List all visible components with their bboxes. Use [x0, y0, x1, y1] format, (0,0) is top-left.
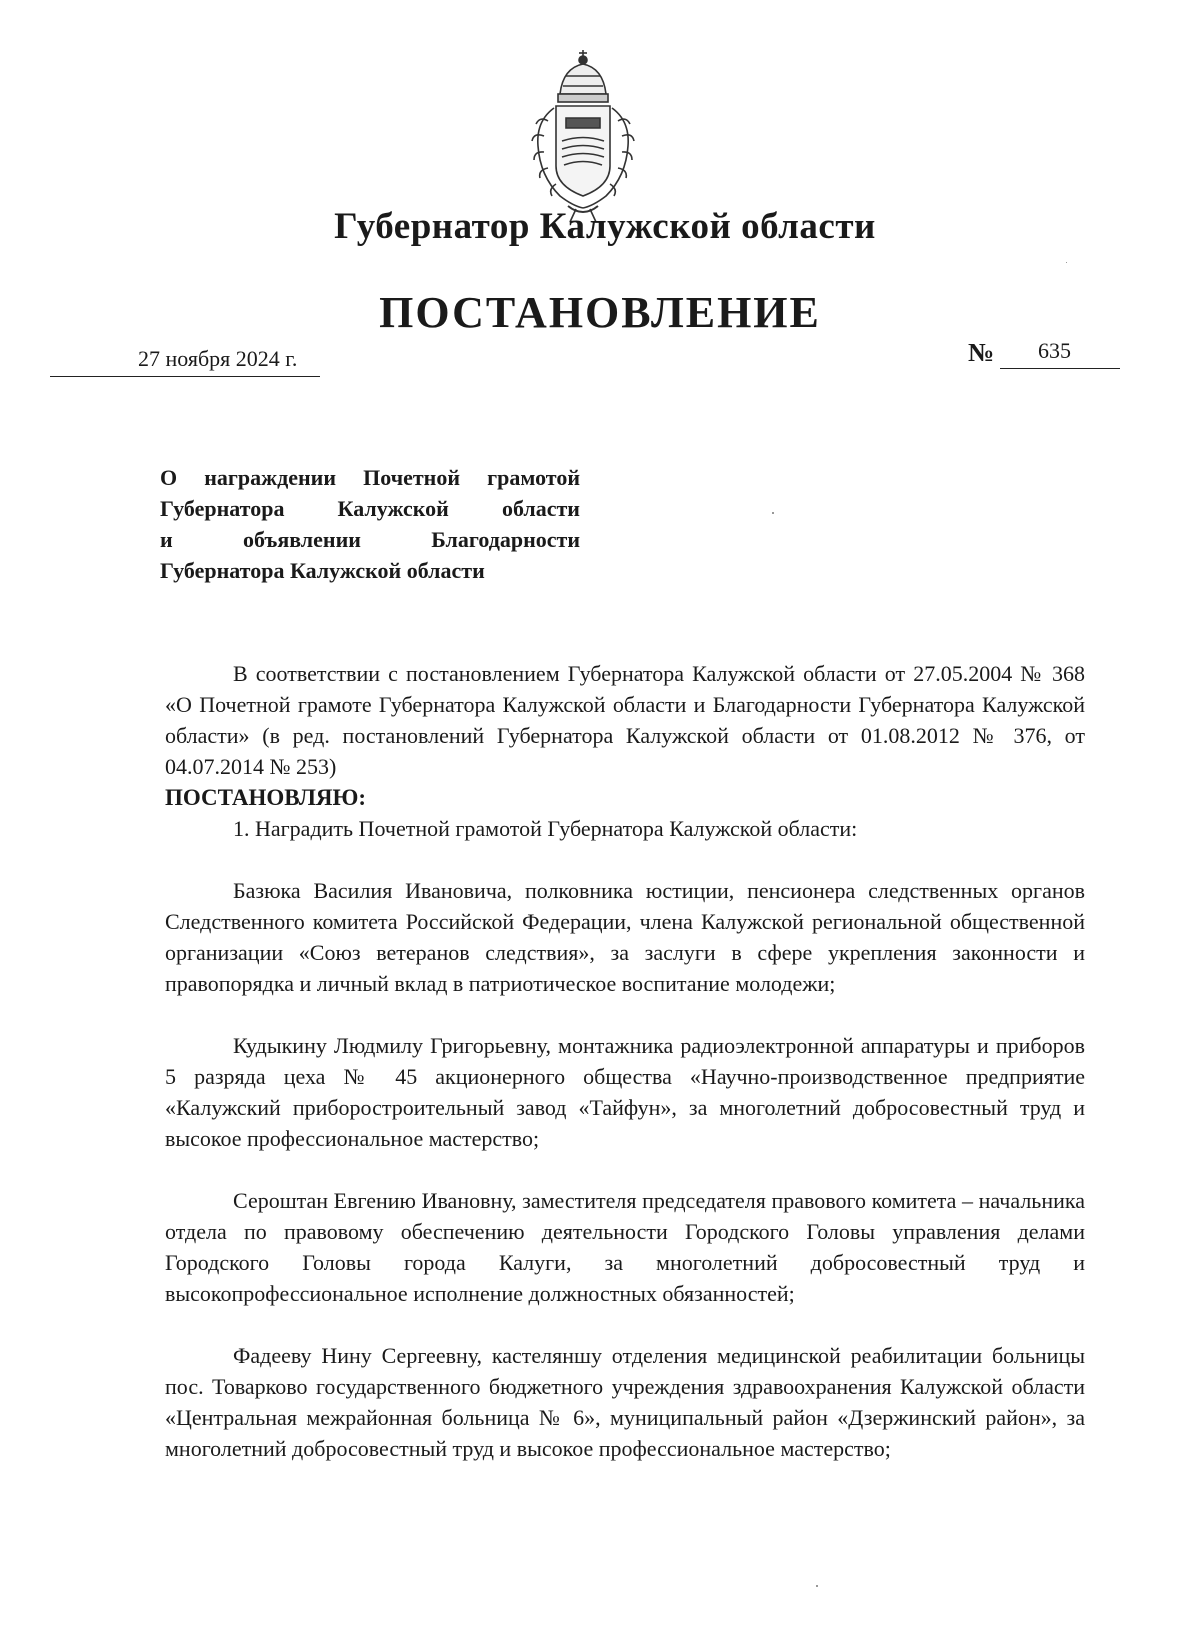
- awardee-paragraph: Фадееву Нину Сергеевну, кастеляншу отделения медицинской реабилитации больницы пос. Товарково государственного бюджетного учреждения здравоохранения Калужской области «Центральная межрайонная больница № 6», муниципальный район «Дзержинский район», за многолетний добросовестный труд и высокое профессиональное мастерство;: [165, 1343, 1085, 1461]
- subject-line: Губернатора Калужской области: [160, 496, 580, 521]
- awardee-paragraph: Кудыкину Людмилу Григорьевну, монтажника радиоэлектронной аппаратуры и приборов 5 разряда цеха № 45 акционерного общества «Научно-производственное предприятие «Калужский приборостроительный завод «Тайфун», за многолетний добросовестный труд и высокое профессиональное мастерство;: [165, 1033, 1085, 1151]
- subject-line: О награждении Почетной грамотой: [160, 465, 580, 490]
- document-number: 635: [1038, 338, 1071, 363]
- document-type-title: ПОСТАНОВЛЕНИЕ: [379, 288, 821, 337]
- subject-line: и объявлении Благодарности: [160, 527, 580, 552]
- awardee-paragraph: Базюка Василия Ивановича, полковника юстиции, пенсионера следственных органов Следственного комитета Российской Федерации, члена Калужской региональной общественной организации «Союз ветеранов следствия», за заслуги в сфере укрепления законности и правопорядка и личный вклад в патриотическое воспитание молодежи;: [165, 878, 1085, 996]
- scan-speck: [1066, 262, 1067, 263]
- document-subject: [160, 462, 580, 586]
- issuing-authority: Губернатор Калужской области: [334, 206, 876, 247]
- scan-speck: [816, 1585, 818, 1587]
- decree-item-1: 1. Наградить Почетной грамотой Губернатора Калужской области:: [233, 816, 858, 841]
- document-body: [165, 658, 1085, 1464]
- awardee-paragraph: Сероштан Евгению Ивановну, заместителя председателя правового комитета – начальника отдела по правовому обеспечению деятельности Городского Головы управления делами Городского Головы города Калуги, за многолетний добросовестный труд и высокопрофессиональное исполнение должностных обязанностей;: [165, 1188, 1085, 1306]
- kaluga-coat-of-arms-icon: [518, 46, 648, 226]
- subject-line: Губернатора Калужской области: [160, 558, 485, 583]
- decree-heading: ПОСТАНОВЛЯЮ:: [165, 785, 367, 810]
- scan-speck: [772, 512, 774, 514]
- document-date: 27 ноября 2024 г.: [138, 346, 298, 371]
- preamble-paragraph: В соответствии с постановлением Губернатора Калужской области от 27.05.2004 № 368 «О Почетной грамоте Губернатора Калужской области и Благодарности Губернатора Калужской области» (в ред. постановлений Губернатора Калужской области от 01.08.2012 № 376, от 04.07.2014 № 253): [165, 661, 1085, 779]
- number-label: №: [968, 338, 995, 367]
